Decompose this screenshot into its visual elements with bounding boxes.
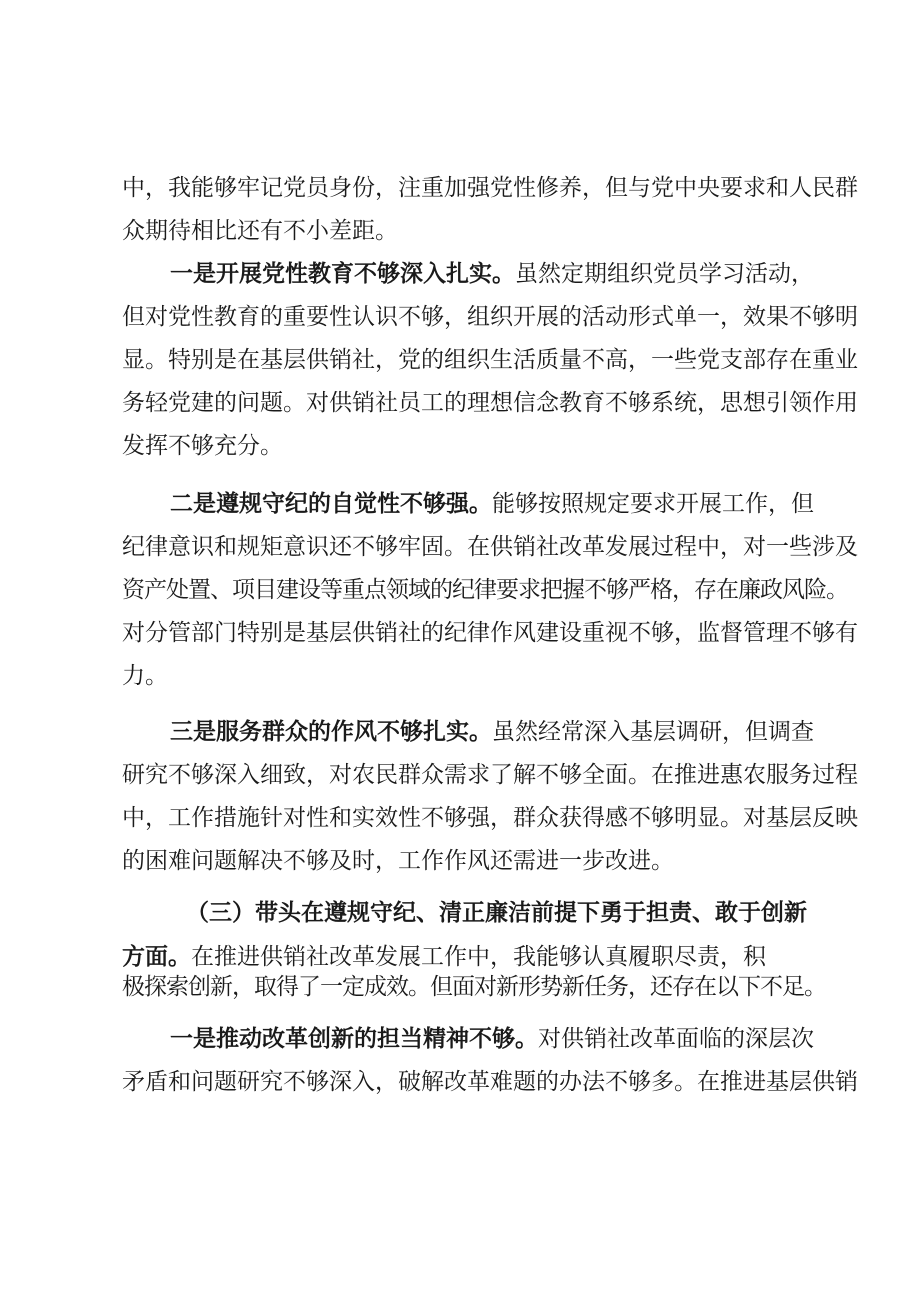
text-line: 的困难问题解决不够及时，工作作风还需进一步改进。 (122, 848, 674, 874)
paragraph-first-line (170, 489, 814, 519)
text-line: 资产处置、项目建设等重点领域的纪律要求把握不够严格，存在廉政风险。 (122, 577, 848, 603)
paragraph-text: 能够按照规定要求开展工作，但 (492, 491, 814, 517)
text-line: 众期待相比还有不小差距。 (122, 218, 398, 244)
text-line: 对分管部门特别是基层供销社的纪律作风建设重视不够，监督管理不够有 (122, 620, 858, 646)
paragraph-heading: 二是遵规守纪的自觉性不够强。 (170, 490, 492, 517)
text-line: 研究不够深入细致，对农民群众需求了解不够全面。在推进惠农服务过程 (122, 762, 858, 788)
paragraph-text: 在推进供销社改革发展工作中，我能够认真履职尽责，积 (191, 944, 766, 970)
paragraph-first-line (170, 717, 814, 747)
text-line: 纪律意识和规矩意识还不够牢固。在供销社改革发展过程中，对一些涉及 (122, 534, 858, 560)
section-heading: （三）带头在遵规守纪、清正廉洁前提下勇于担责、敢于创新 (186, 899, 807, 926)
text-line: 力。 (122, 663, 168, 689)
text-line: 极探索创新，取得了一定成效。但面对新形势新任务，还存在以下不足。 (122, 974, 826, 1000)
paragraph-heading: 三是服务群众的作风不够扎实。 (170, 718, 492, 745)
paragraph-text: 虽然定期组织党员学习活动， (515, 261, 814, 287)
text-line: 矛盾和问题研究不够深入，破解改革难题的办法不够多。在推进基层供销 (122, 1069, 858, 1095)
paragraph-heading: 一是开展党性教育不够深入扎实。 (170, 260, 515, 287)
paragraph-heading: 一是推动改革创新的担当精神不够。 (170, 1025, 538, 1052)
text-line: 发挥不够充分。 (122, 433, 283, 459)
paragraph-first-line (170, 259, 814, 289)
paragraph-first-line (122, 942, 766, 972)
paragraph-first-line (170, 1024, 814, 1054)
text-line: 中，工作措施针对性和实效性不够强，群众获得感不够明显。对基层反映 (122, 805, 858, 831)
paragraph-text: 虽然经常深入基层调研，但调查 (492, 719, 814, 745)
text-line: 显。特别是在基层供销社，党的组织生活质量不高，一些党支部存在重业 (122, 347, 858, 373)
text-line: 但对党性教育的重要性认识不够，组织开展的活动形式单一，效果不够明 (122, 304, 858, 330)
text-line: 中，我能够牢记党员身份，注重加强党性修养，但与党中央要求和人民群 (122, 175, 858, 201)
paragraph-text: 对供销社改革面临的深层次 (538, 1026, 814, 1052)
section-heading-end: 方面。 (122, 943, 191, 970)
text-line: 务轻党建的问题。对供销社员工的理想信念教育不够系统，思想引领作用 (122, 390, 858, 416)
